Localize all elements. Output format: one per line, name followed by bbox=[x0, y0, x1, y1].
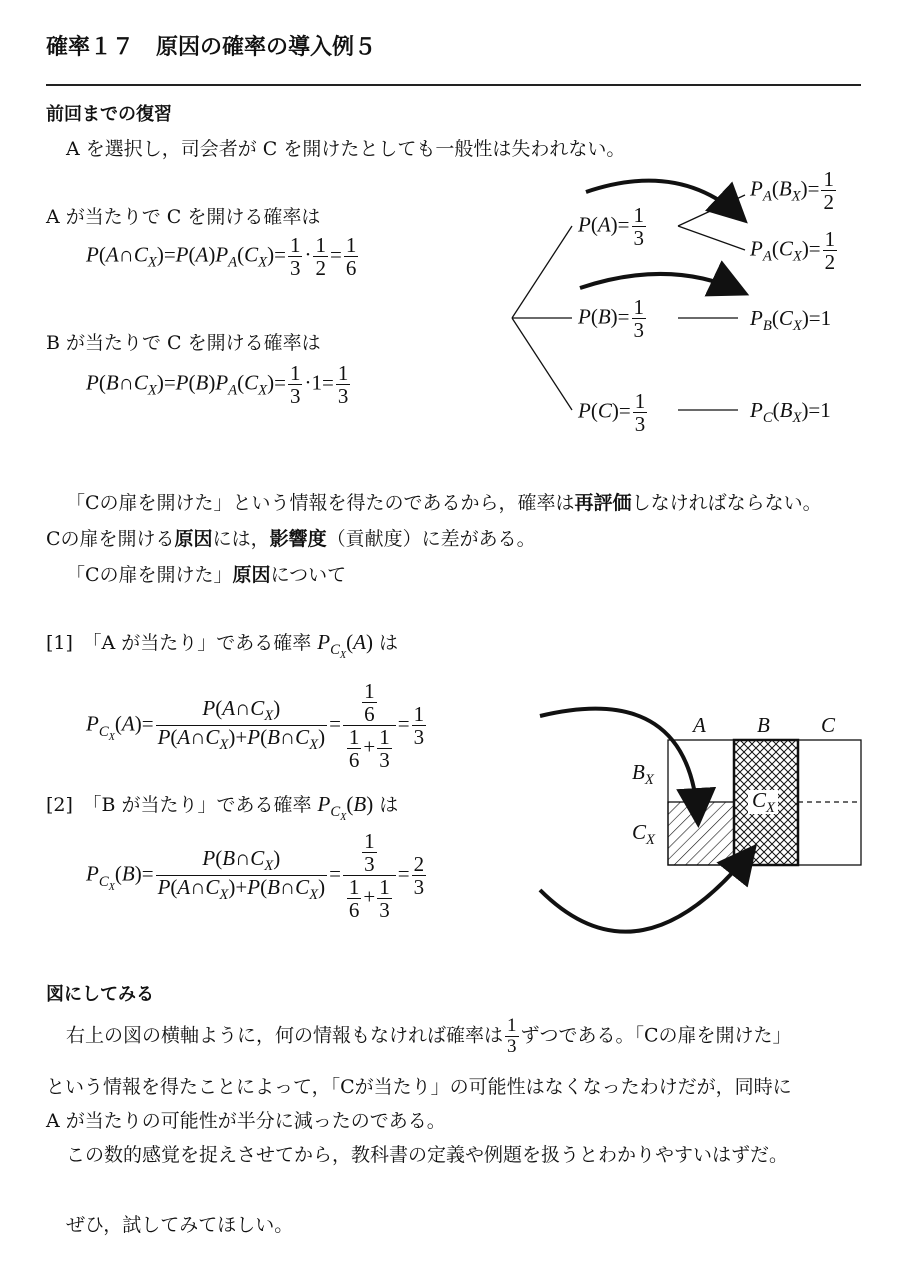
tree-pb: P(B)= $\frac{1}{3}$ bbox=[578, 295, 644, 343]
item-1-formula: $P_{C_X}(A)=$ $\frac{P(A\cap C_X)}{P(A\cap C_X)+P(B\cap C_X)}$ = $\frac{1}{6}$ $\frac{1}{6}$ + $\frac{1}{3}$ = $\frac{1}{3}$ bbox=[86, 679, 425, 773]
area-row-cx: $C_X$ bbox=[632, 820, 655, 849]
figure-para-5: ぜひ，試してみてほしい。 bbox=[66, 1214, 294, 1236]
area-col-b: B bbox=[757, 713, 770, 737]
b-case-formula: $P(B\cap C_X)=P(B)P_A(C_X)=$ $\frac{1}{3}$ ·1= $\frac{1}{3}$ bbox=[86, 361, 349, 409]
tree-sub-a-cx bbox=[678, 226, 745, 250]
figure-para-2: という情報を得たことによって，「Cが当たり」の可能性はなくなったわけだが，同時に bbox=[46, 1076, 792, 1098]
figure-para-4: この数的感覚を捉えさせてから，教科書の定義や例題を扱うとわかりやすいはずだ。 bbox=[66, 1144, 789, 1166]
tree-pa-cx: $P_A(C_X)=$ $\frac{1}{2}$ bbox=[750, 227, 836, 275]
item-2-heading: [2] 「B が当たり」である確率 $P_{C_X}(B)$ は bbox=[46, 792, 399, 824]
reeval-line-2: Cの扉を開ける原因には，影響度（貢献度）に差がある。 bbox=[46, 528, 536, 550]
tree-pc: P(C)= $\frac{1}{3}$ bbox=[578, 389, 646, 437]
area-col-c: C bbox=[821, 713, 836, 737]
tree-pc-bx: $P_C(B_X)=1$ bbox=[750, 398, 831, 427]
tree-pa-bx: $P_A(B_X)=$ $\frac{1}{2}$ bbox=[750, 167, 834, 215]
area-row-bx: $B_X$ bbox=[632, 760, 654, 789]
figure-para-1: 右上の図の横軸ように，何の情報もなければ確率は $\frac{1}{3}$ ずつである。「Cの扉を開けた」 bbox=[66, 1015, 792, 1057]
a-case-label: A が当たりで C を開ける確率は bbox=[46, 206, 321, 228]
item-1-heading: [1] 「A が当たり」である確率 $P_{C_X}(A)$ は bbox=[46, 630, 399, 662]
figure-para-3: A が当たりの可能性が半分に減ったのである。 bbox=[46, 1110, 446, 1132]
tree-branch-c bbox=[512, 318, 572, 410]
figure-heading: 図にしてみる bbox=[46, 984, 154, 1005]
reeval-line-3: 「Cの扉を開けた」原因について bbox=[66, 564, 347, 586]
arrow-b-to-cx bbox=[580, 274, 742, 292]
a-case-formula: $P(A\cap C_X)=P(A)P_A(C_X)=$ $\frac{1}{3}$ · $\frac{1}{2}$ = $\frac{1}{6}$ bbox=[86, 233, 357, 281]
review-heading: 前回までの復習 bbox=[46, 104, 172, 125]
tree-branch-a bbox=[512, 226, 572, 318]
b-case-label: B が当たりで C を開ける確率は bbox=[46, 332, 321, 354]
area-a-cx bbox=[668, 802, 734, 865]
tree-pb-cx: $P_B(C_X)=1$ bbox=[750, 306, 832, 335]
page-title: 確率１７ 原因の確率の導入例５ bbox=[46, 35, 377, 60]
reeval-line-1: 「Cの扉を開けた」という情報を得たのであるから，確率は再評価しなければならない。 bbox=[66, 492, 822, 514]
tree-pa: P(A)= $\frac{1}{3}$ bbox=[578, 203, 644, 251]
area-col-a: A bbox=[693, 713, 706, 737]
area-mid-cx: $C_X$ bbox=[752, 788, 775, 817]
review-intro: A を選択し，司会者が C を開けたとしても一般性は失われない。 bbox=[66, 138, 626, 160]
item-2-formula: $P_{C_X}(B)=$ $\frac{P(B\cap C_X)}{P(A\cap C_X)+P(B\cap C_X)}$ = $\frac{1}{3}$ $\frac{1}{6}$ + $\frac{1}{3}$ = $\frac{2}{3}$ bbox=[86, 829, 425, 923]
